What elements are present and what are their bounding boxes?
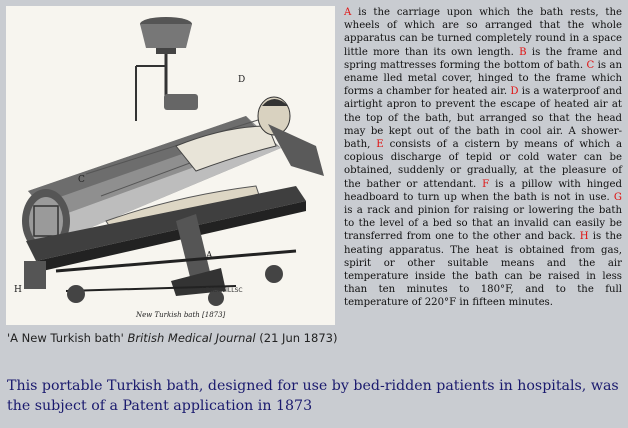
turkish-bath-engraving [6, 6, 335, 325]
summary-text: This portable Turkish bath, designed for use by bed-ridden patients in hospitals, was the subject of a Patent application in 1873 [7, 378, 619, 414]
label-letter-f: F [482, 178, 490, 190]
svg-text:H: H [14, 285, 22, 295]
description-text-c: is an ename lled metal cover, hinged to the frame which forms a chamber for heated air. [344, 59, 622, 98]
label-letter-a: A [344, 7, 352, 18]
caption-journal: British Medical Journal [127, 331, 256, 345]
label-letter-h: H [579, 231, 589, 243]
image-caption [7, 331, 347, 345]
plate-caption: New Turkish bath [1873] [136, 311, 226, 319]
description-text-a: is the carriage upon which the bath rests, the wheels of which are so arranged that the whole apparatus can be turned completely round in a space little more than its own length. [344, 7, 622, 58]
label-letter-e: E [376, 139, 384, 151]
description-text-g: is a rack and pinion for raising or lowering the bath to the level of a bed so that an invalid can easily be transferred from one to the other and back. [344, 205, 622, 243]
engraver-credit: LEADHEILLSC [202, 287, 243, 294]
caption-date: (21 Jun 1873) [259, 331, 338, 345]
description-text-f: is a pillow with hinged headboard to turn up when the bath is not in use. [344, 178, 622, 203]
apparatus-description [344, 6, 622, 310]
label-letter-g: G [613, 191, 622, 203]
turkish-bath-illustration [6, 6, 335, 325]
description-text-b: is the frame and spring mattresses forming the bottom of bath. [344, 46, 622, 71]
label-letter-d: D [510, 86, 519, 98]
label-letter-b: B [519, 46, 527, 58]
svg-text:C: C [78, 175, 85, 185]
svg-text:A: A [206, 251, 213, 261]
caption-title: 'A New Turkish bath' [7, 331, 124, 345]
description-text-h: is the heating apparatus. The heat is obtained from gas, spirit or other suitable means and the air temperature inside the bath can be raised in less than ten minutes to 180°F, and to the full temperature of 220°F in fifteen minutes. [344, 231, 622, 309]
svg-text:D: D [238, 75, 246, 85]
description-text-e: consists of a cistern by means of which a copious discharge of tepid or cold water can be obtained, suddenly or gradually, at the pleasure of the bather or attendant. [344, 139, 622, 190]
description-text-d: is a waterproof and airtight apron to prevent the escape of heated air at the top of the bath, but arranged so that the head may be kept out of the bath in cool air. A shower-bath, [344, 86, 622, 151]
label-letter-c: C [586, 59, 595, 71]
